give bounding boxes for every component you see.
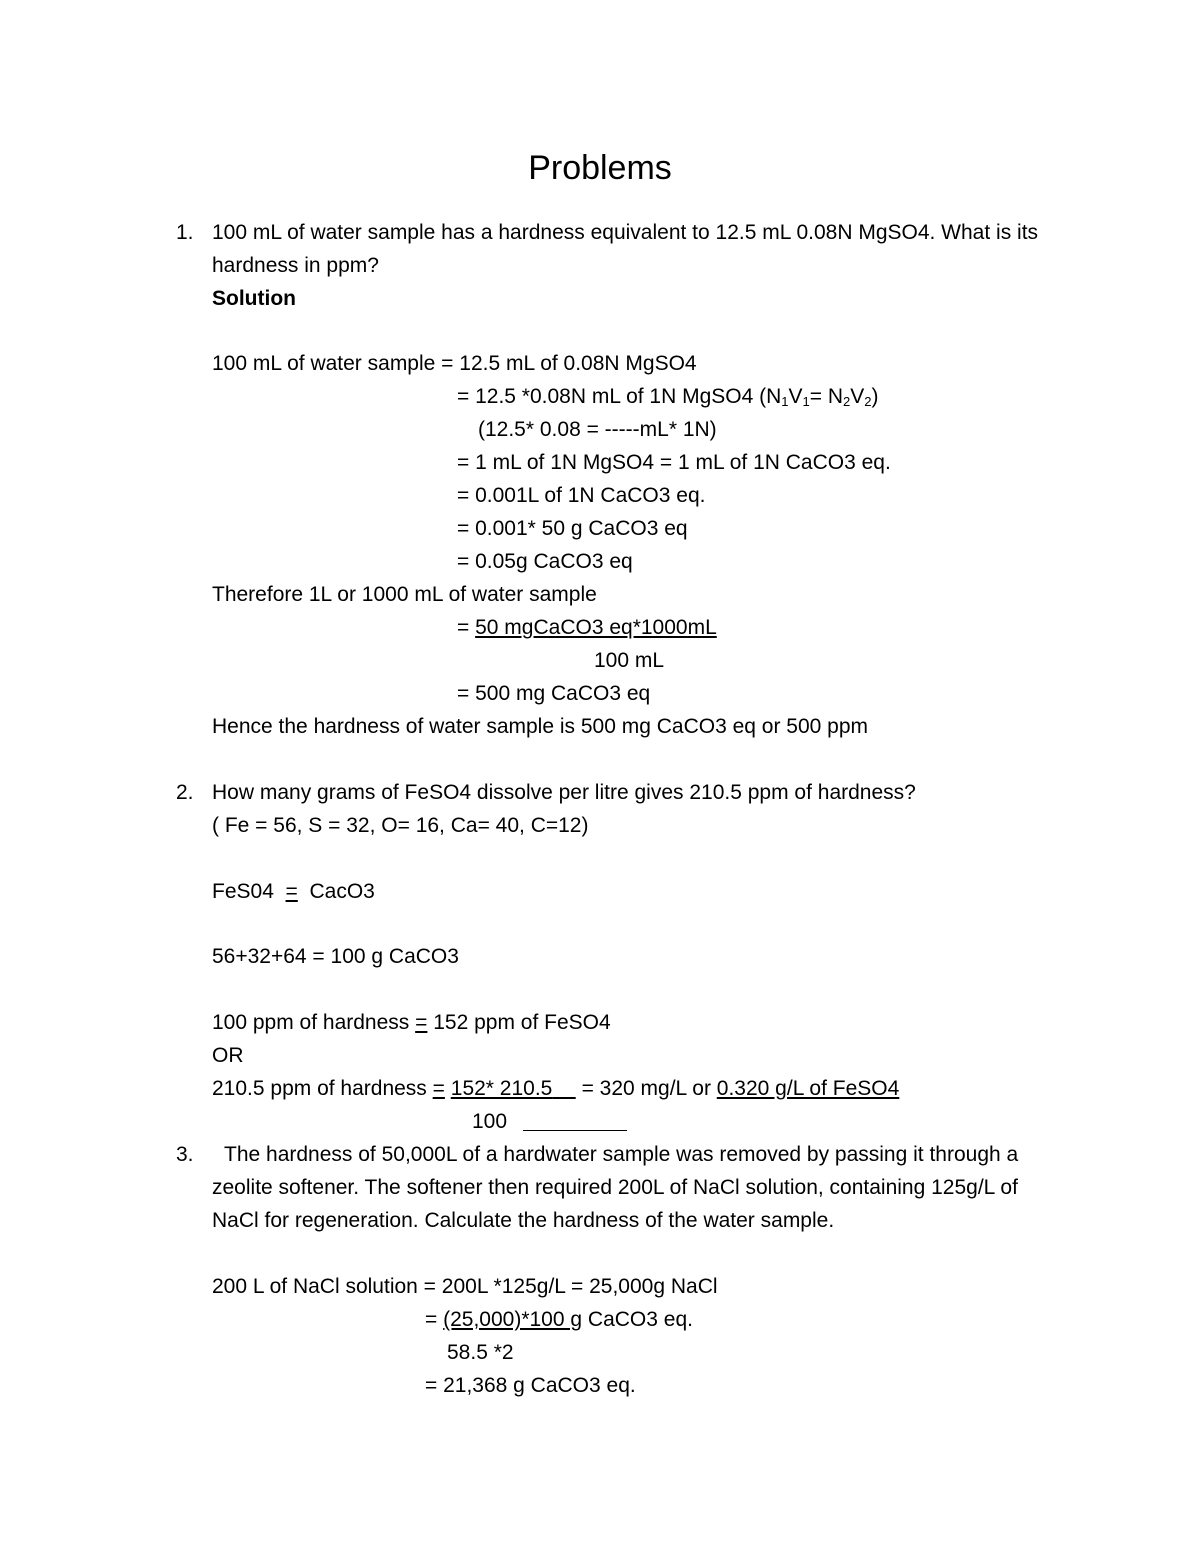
problem-1-question-line-1: 100 mL of water sample has a hardness equivalent to 12.5 mL 0.08N MgSO4. What is its	[212, 221, 1039, 244]
p1-step-1: 100 mL of water sample = 12.5 mL of 0.08N MgSO4	[212, 352, 697, 375]
solution-label: Solution	[212, 287, 296, 310]
problem-2-number: 2.	[176, 781, 194, 804]
problem-1-question-line-2: hardness in ppm?	[212, 254, 379, 277]
p1-step-5: = 0.001L of 1N CaCO3 eq.	[457, 484, 706, 507]
problem-2-question-line-1: How many grams of FeSO4 dissolve per litre gives 210.5 ppm of hardness?	[212, 781, 916, 804]
p1-step-11: = 500 mg CaCO3 eq	[457, 682, 651, 705]
problem-2-question-line-2: ( Fe = 56, S = 32, O= 16, Ca= 40, C=12)	[212, 814, 589, 837]
p3-step-4: = 21,368 g CaCO3 eq.	[425, 1374, 636, 1397]
problem-3-number: 3.	[176, 1143, 194, 1166]
p2-step-5: 210.5 ppm of hardness = 152* 210.5 = 320 mg/L or 0.320 g/L of FeSO4	[212, 1077, 900, 1100]
p1-conclusion: Hence the hardness of water sample is 500 mg CaCO3 eq or 500 ppm	[212, 715, 869, 738]
p2-step-4: OR	[212, 1044, 244, 1067]
page-title: Problems	[528, 149, 672, 187]
p1-step-9: = 50 mgCaCO3 eq*1000mL	[457, 616, 717, 639]
p2-step-1: FeS04 = CacO3	[212, 880, 375, 903]
p1-step-2: = 12.5 *0.08N mL of 1N MgSO4 $(N_1V_1= N_2V_2)$	[457, 385, 879, 409]
p2-step-6: 100	[472, 1110, 508, 1133]
p3-step-1: 200 L of NaCl solution = 200L *125g/L = 25,000g NaCl	[212, 1275, 718, 1298]
problem-3-question-line-3: NaCl for regeneration. Calculate the hardness of the water sample.	[212, 1209, 835, 1232]
p2-step-2: 56+32+64 = 100 g CaCO3	[212, 945, 459, 968]
p1-step-4: = 1 mL of 1N MgSO4 = 1 mL of 1N CaCO3 eq.	[457, 451, 891, 474]
problem-1-number: 1.	[176, 221, 194, 244]
p2-step-3: 100 ppm of hardness = 152 ppm of FeSO4	[212, 1011, 611, 1034]
p1-step-6: = 0.001* 50 g CaCO3 eq	[457, 517, 688, 540]
p3-step-3: 58.5 *2	[447, 1341, 514, 1364]
p1-step-10: 100 mL	[594, 649, 665, 672]
p2-blank-line	[523, 1130, 627, 1131]
p1-step-7: = 0.05g CaCO3 eq	[457, 550, 633, 573]
p3-step-2: = (25,000)*100 g CaCO3 eq.	[425, 1308, 693, 1331]
p1-step-3: (12.5* 0.08 = -----mL* 1N)	[478, 418, 717, 441]
problem-3-question-line-2: zeolite softener. The softener then required 200L of NaCl solution, containing 125g/L of	[212, 1176, 1018, 1199]
p1-step-8: Therefore 1L or 1000 mL of water sample	[212, 583, 597, 606]
problem-3-question-line-1: The hardness of 50,000L of a hardwater sample was removed by passing it through a	[224, 1143, 1019, 1166]
